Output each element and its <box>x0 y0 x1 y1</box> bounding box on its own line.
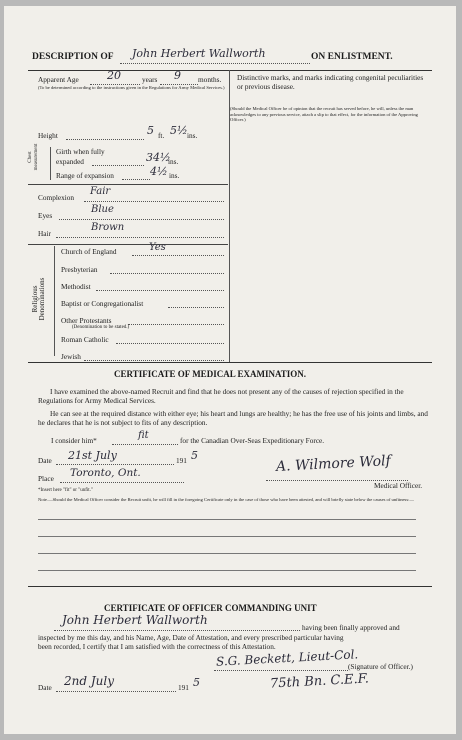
description-heading-suffix: ON ENLISTMENT. <box>311 52 393 62</box>
months-label: months. <box>198 75 222 84</box>
commanding-unit: 75th Bn. C.E.F. <box>269 671 370 692</box>
unfitness-line-3 <box>38 553 416 554</box>
baptist-label: Baptist or Congregationalist <box>61 299 144 308</box>
methodist-line <box>96 290 224 291</box>
eyes-label: Eyes <box>38 211 53 220</box>
height-feet: 5 <box>147 124 154 137</box>
marks-label: Distinctive marks, and marks indicating congenital peculiarities or previous disease. <box>237 73 424 91</box>
commanding-title: CERTIFICATE OF OFFICER COMMANDING UNIT <box>104 603 317 613</box>
church-line <box>132 255 224 256</box>
other-protestants-line <box>128 324 224 325</box>
complexion-line <box>84 201 224 202</box>
expansion-line <box>122 179 150 180</box>
girth-value: 34½ <box>146 151 171 164</box>
consider-suffix: for the Canadian Over-Seas Expeditionary Force. <box>180 436 325 445</box>
unfitness-line-2 <box>38 536 416 537</box>
consider-line <box>112 444 178 445</box>
column-divider-lower <box>229 180 230 362</box>
consider-prefix: I consider him* <box>51 436 97 445</box>
medical-note: Note.—Should the Medical Officer consider the Recruit unfit, he will fill in the foregoing Certificate only in the case of those who have been attested, and will briefly state below the causes of unfitness:— <box>38 497 414 502</box>
feet-label: ft. <box>158 131 165 140</box>
years-label: years <box>142 75 158 84</box>
church-of-england-label: Church of England <box>61 247 117 256</box>
medical-date-value: 21st July <box>68 449 117 462</box>
commanding-date-label: Date <box>38 683 52 692</box>
complexion-value: Fair <box>90 186 111 197</box>
age-years: 20 <box>107 69 121 82</box>
girth-line <box>92 165 144 166</box>
religion-top-rule <box>28 244 228 245</box>
inches-label: ins. <box>187 131 198 140</box>
commanding-text1: having been finally approved and <box>302 623 400 632</box>
heading-rule <box>28 70 432 71</box>
religion-bracket <box>54 246 55 356</box>
methodist-label: Methodist <box>61 282 91 291</box>
marks-note: (Should the Medical Officer be of opinion that the recruit has served before, he will, unless the man acknowledges to any previous service, attach a slip to that effect, for the information of the Approving Officer.) <box>230 106 418 123</box>
commanding-sig-label: (Signature of Officer.) <box>348 662 413 671</box>
commanding-year-prefix: 191 <box>178 683 189 692</box>
other-note: (Denomination to be stated.) <box>72 325 130 330</box>
hair-label: Hair <box>38 229 51 238</box>
attestation-form-page <box>4 6 456 734</box>
medical-officer-signature: A. Wilmore Wolf <box>275 453 392 475</box>
age-months: 9 <box>174 69 181 82</box>
unfitness-line-1 <box>38 519 416 520</box>
commanding-text2: inspected by me this day, and his Name, Age, Date of Attestation, and every prescribed particular having <box>38 633 344 642</box>
other-protestants-label: Other Protestants <box>61 316 112 325</box>
medical-date-label: Date <box>38 456 52 465</box>
chest-rule <box>28 184 228 185</box>
eyes-line <box>59 219 224 220</box>
commanding-signature-line <box>214 670 348 671</box>
consider-value: fit <box>138 430 149 441</box>
age-label: Apparent Age <box>38 75 79 84</box>
expansion-value: 4½ <box>150 165 168 178</box>
column-divider <box>229 70 230 180</box>
roman-catholic-label: Roman Catholic <box>61 335 109 344</box>
hair-line <box>56 237 224 238</box>
section-rule <box>28 362 432 363</box>
roman-catholic-line <box>116 343 224 344</box>
medical-date-line <box>56 464 174 465</box>
medical-year-suffix: 5 <box>191 449 198 462</box>
medical-para1: I have examined the above-named Recruit and find that he does not present any of the causes of rejection specified in the Regulations for Army Medical Services. <box>38 387 404 405</box>
medical-title: CERTIFICATE OF MEDICAL EXAMINATION. <box>114 369 307 379</box>
section-rule-2 <box>28 586 432 587</box>
name-line <box>120 63 310 64</box>
commanding-date-value: 2nd July <box>64 674 115 688</box>
eyes-value: Blue <box>91 204 114 215</box>
jewish-label: Jewish <box>61 352 81 361</box>
complexion-label: Complexion <box>38 193 75 202</box>
commanding-recruit-name: John Herbert Wallworth <box>62 613 208 627</box>
recruit-name: John Herbert Wallworth <box>132 47 266 60</box>
medical-place-line <box>60 482 184 483</box>
church-of-england-value: Yes <box>149 242 166 253</box>
jewish-line <box>84 360 224 361</box>
girth-unit: ins. <box>168 157 179 166</box>
medical-officer-label: Medical Officer. <box>374 481 423 490</box>
chest-side-label: Chest measurement <box>28 143 39 171</box>
commanding-signature: S.G. Beckett, Lieut-Col. <box>215 647 359 669</box>
description-heading-prefix: DESCRIPTION OF <box>32 52 114 62</box>
height-inches: 5½ <box>170 124 188 137</box>
height-label: Height <box>38 131 58 140</box>
medical-place-value: Toronto, Ont. <box>70 467 141 479</box>
unfitness-line-4 <box>38 570 416 571</box>
commanding-text3: been recorded, I certify that I am satisfied with the correctness of this Attestation. <box>38 642 276 651</box>
age-note: (To be determined according to the instructions given in the Regulations for Army Medical Services.) <box>38 85 225 90</box>
commanding-name-line <box>54 630 300 631</box>
presbyterian-line <box>110 273 224 274</box>
hair-value: Brown <box>91 222 125 233</box>
medical-para2: He can see at the required distance with either eye; his heart and lungs are healthy; he has the free use of his joints and limbs, and he declares that he is not subject to fits of any description. <box>38 409 428 427</box>
unfit-footnote: *Insert here "fit" or "unfit." <box>38 488 93 493</box>
religion-side-label: Religious Denominations <box>31 277 46 321</box>
baptist-line <box>168 307 224 308</box>
presbyterian-label: Presbyterian <box>61 265 98 274</box>
expansion-unit: ins. <box>169 171 180 180</box>
height-line <box>66 139 144 140</box>
commanding-year-suffix: 5 <box>193 676 200 689</box>
medical-year-prefix: 191 <box>176 456 187 465</box>
medical-place-label: Place <box>38 474 54 483</box>
commanding-date-line <box>56 691 176 692</box>
expansion-label: Range of expansion <box>56 171 114 180</box>
girth-label: Girth when fully expanded <box>56 147 105 166</box>
chest-bracket <box>50 147 51 180</box>
